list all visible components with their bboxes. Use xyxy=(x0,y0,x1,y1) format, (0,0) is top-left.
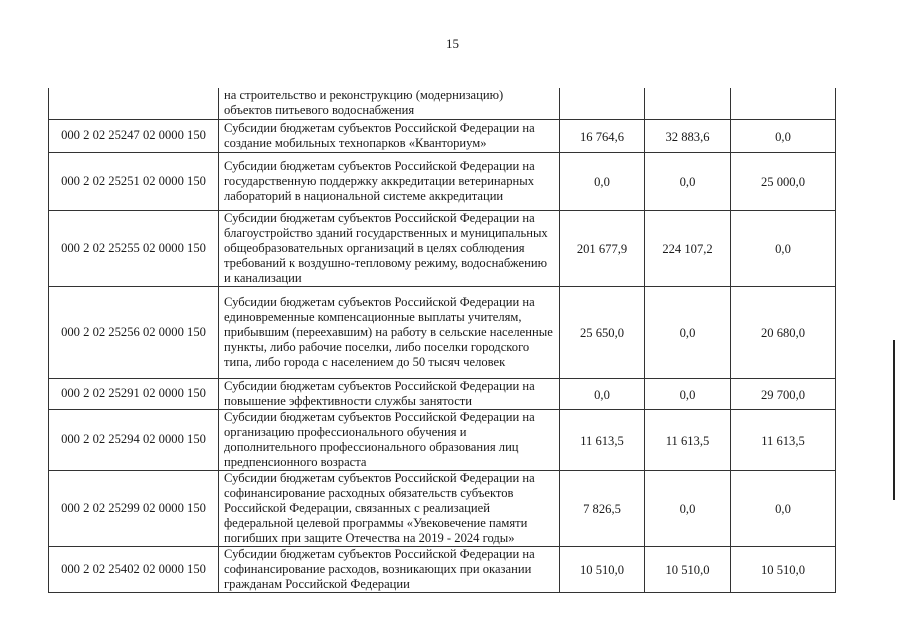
value-2019-cell: 11 613,5 xyxy=(560,409,645,470)
value-2020-cell: 0,0 xyxy=(645,470,731,546)
budget-table xyxy=(48,88,836,593)
description-cell: Субсидии бюджетам субъектов Российской Федерации на софинансирование расходных обязательств субъектов Российской Федерации, связанных с реализацией федеральной целевой программы «Увековечение памяти погибших при защите Отечества на 2019 - 2024 годы» xyxy=(219,470,560,546)
table-row xyxy=(49,88,836,119)
table-row xyxy=(49,152,836,210)
budget-code-cell: 000 2 02 25251 02 0000 150 xyxy=(49,152,219,210)
budget-code-cell: 000 2 02 25255 02 0000 150 xyxy=(49,210,219,286)
value-2020-cell: 0,0 xyxy=(645,286,731,378)
value-2020-cell: 224 107,2 xyxy=(645,210,731,286)
value-2019-cell: 10 510,0 xyxy=(560,546,645,592)
description-cell: Субсидии бюджетам субъектов Российской Федерации на создание мобильных технопарков «Кванториум» xyxy=(219,119,560,152)
table-row xyxy=(49,210,836,286)
value-2020-cell xyxy=(645,88,731,119)
budget-code-cell: 000 2 02 25247 02 0000 150 xyxy=(49,119,219,152)
page-number: 15 xyxy=(446,36,459,51)
budget-code-cell: 000 2 02 25294 02 0000 150 xyxy=(49,409,219,470)
budget-code-cell: 000 2 02 25256 02 0000 150 xyxy=(49,286,219,378)
description-cell: Субсидии бюджетам субъектов Российской Федерации на организацию профессионального обучения и дополнительного профессионального образования лиц предпенсионного возраста xyxy=(219,409,560,470)
value-2020-cell: 0,0 xyxy=(645,378,731,409)
table-row xyxy=(49,378,836,409)
value-2021-cell: 0,0 xyxy=(731,210,836,286)
description-cell: Субсидии бюджетам субъектов Российской Федерации на повышение эффективности службы занятости xyxy=(219,378,560,409)
value-2020-cell: 11 613,5 xyxy=(645,409,731,470)
value-2019-cell: 0,0 xyxy=(560,378,645,409)
value-2021-cell xyxy=(731,88,836,119)
table-row xyxy=(49,409,836,470)
value-2020-cell: 0,0 xyxy=(645,152,731,210)
value-2019-cell: 16 764,6 xyxy=(560,119,645,152)
value-2019-cell xyxy=(560,88,645,119)
table-row xyxy=(49,119,836,152)
budget-code-cell: 000 2 02 25402 02 0000 150 xyxy=(49,546,219,592)
value-2021-cell: 0,0 xyxy=(731,470,836,546)
value-2020-cell: 32 883,6 xyxy=(645,119,731,152)
table-row xyxy=(49,286,836,378)
description-cell: Субсидии бюджетам субъектов Российской Федерации на государственную поддержку аккредитации ветеринарных лабораторий в национальной системе аккредитации xyxy=(219,152,560,210)
value-2019-cell: 25 650,0 xyxy=(560,286,645,378)
value-2021-cell: 29 700,0 xyxy=(731,378,836,409)
description-cell: Субсидии бюджетам субъектов Российской Федерации на благоустройство зданий государственных и муниципальных общеобразовательных организаций в целях соблюдения требований к воздушно-тепловому режиму, водоснабжению и канализации xyxy=(219,210,560,286)
value-2021-cell: 10 510,0 xyxy=(731,546,836,592)
value-2019-cell: 7 826,5 xyxy=(560,470,645,546)
value-2020-cell: 10 510,0 xyxy=(645,546,731,592)
description-cell: Субсидии бюджетам субъектов Российской Федерации на единовременные компенсационные выплаты учителям, прибывшим (переехавшим) на работу в сельские населенные пункты, либо рабочие поселки, либо поселки городского типа, либо города с населением до 50 тысяч человек xyxy=(219,286,560,378)
budget-code-cell xyxy=(49,88,219,119)
value-2019-cell: 201 677,9 xyxy=(560,210,645,286)
value-2021-cell: 25 000,0 xyxy=(731,152,836,210)
value-2021-cell: 20 680,0 xyxy=(731,286,836,378)
description-cell: Субсидии бюджетам субъектов Российской Федерации на софинансирование расходов, возникающих при оказании гражданам Российской Федерации xyxy=(219,546,560,592)
table-row xyxy=(49,470,836,546)
value-2019-cell: 0,0 xyxy=(560,152,645,210)
budget-code-cell: 000 2 02 25291 02 0000 150 xyxy=(49,378,219,409)
scan-edge-mark xyxy=(893,340,895,500)
table-row xyxy=(49,546,836,592)
budget-code-cell: 000 2 02 25299 02 0000 150 xyxy=(49,470,219,546)
value-2021-cell: 11 613,5 xyxy=(731,409,836,470)
value-2021-cell: 0,0 xyxy=(731,119,836,152)
description-cell: на строительство и реконструкцию (модернизацию) объектов питьевого водоснабжения xyxy=(219,88,560,119)
